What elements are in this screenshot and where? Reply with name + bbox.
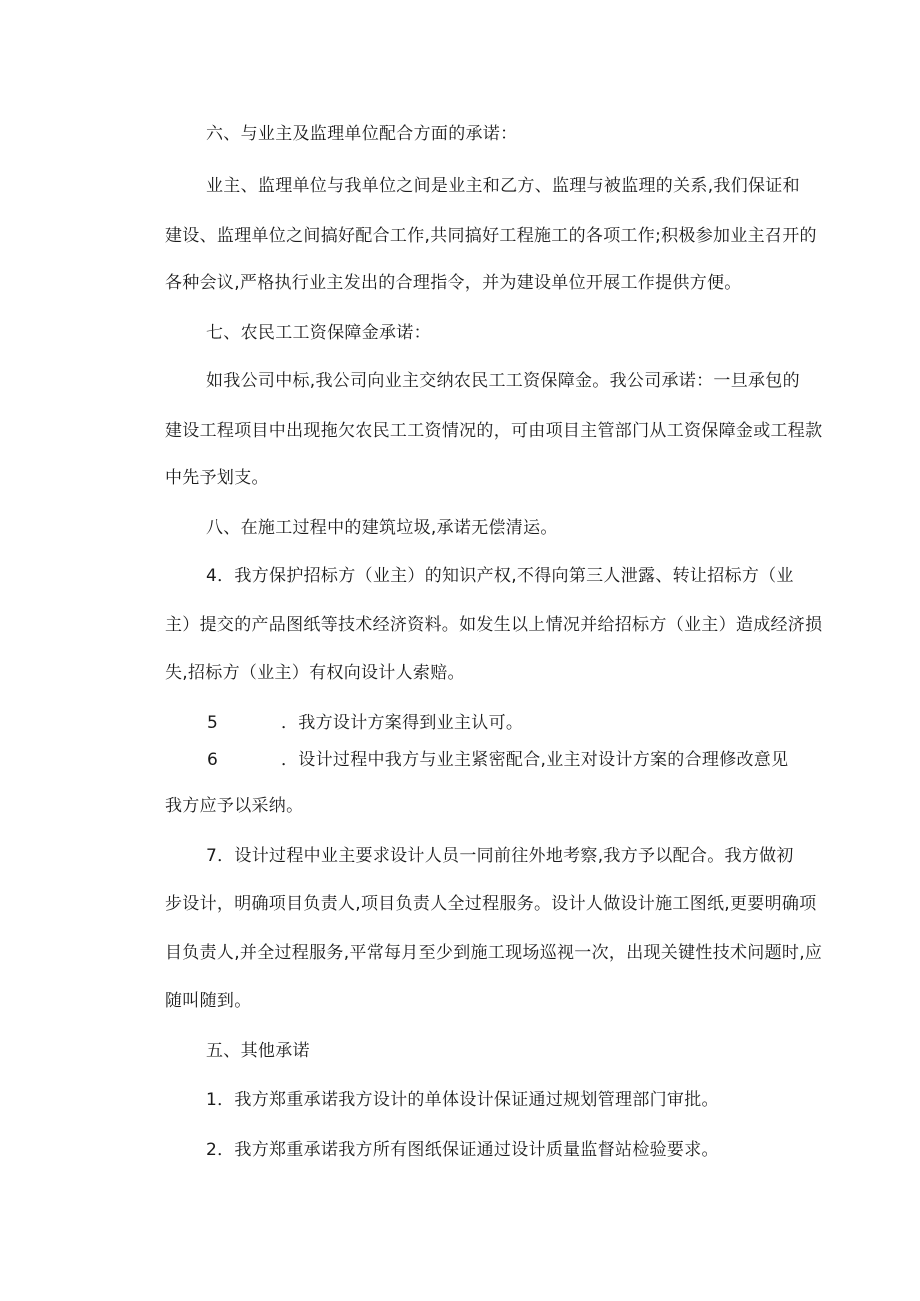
- item-5-text: ．我方设计方案得到业主认可。: [281, 713, 524, 733]
- item-5-number: 5: [207, 713, 218, 733]
- section-8-heading: 八、在施工过程中的建筑垃圾,承诺无偿清运。: [206, 518, 558, 538]
- item-4-line-3: 失,招标方（业主）有权向设计人索赔。: [165, 663, 465, 683]
- section-5-item-1: 1．我方郑重承诺我方设计的单体设计保证通过规划管理部门审批。: [206, 1090, 719, 1110]
- item-7-line-2: 步设计，明确项目负责人,项目负责人全过程服务。设计人做设计施工图纸,更要明确项: [165, 894, 817, 914]
- item-4-line-2: 主）提交的产品图纸等技术经济资料。如发生以上情况并给招标方（业主）造成经济损: [165, 615, 823, 635]
- item-6-continuation: 我方应予以采纳。: [165, 796, 304, 816]
- section-7-line-2: 建设工程项目中出现拖欠农民工工资情况的，可由项目主管部门从工资保障金或工程款: [165, 421, 823, 441]
- item-7-line-4: 随叫随到。: [165, 991, 252, 1011]
- item-7-line-1: 7．设计过程中业主要求设计人员一同前往外地考察,我方予以配合。我方做初: [206, 846, 794, 866]
- section-6-line-1: 业主、监理单位与我单位之间是业主和乙方、监理与被监理的关系,我们保证和: [206, 176, 800, 196]
- section-7-heading: 七、农民工工资保障金承诺：: [206, 323, 431, 343]
- section-5-heading: 五、其他承诺: [206, 1041, 310, 1061]
- item-4-line-1: 4．我方保护招标方（业主）的知识产权,不得向第三人泄露、转让招标方（业: [206, 566, 794, 586]
- item-6-number: 6: [207, 750, 218, 770]
- section-7-line-1: 如我公司中标,我公司向业主交纳农民工工资保障金。我公司承诺：一旦承包的: [206, 371, 800, 391]
- item-6-text: ．设计过程中我方与业主紧密配合,业主对设计方案的合理修改意见: [281, 750, 789, 770]
- section-6-line-3: 各种会议,严格执行业主发出的合理指令，并为建设单位开展工作提供方便。: [165, 273, 742, 293]
- item-7-line-3: 目负责人,并全过程服务,平常每月至少到施工现场巡视一次，出现关键性技术问题时,应: [165, 943, 823, 963]
- section-6-line-2: 建设、监理单位之间搞好配合工作,共同搞好工程施工的各项工作;积极参加业主召开的: [165, 226, 817, 246]
- section-7-line-3: 中先予划支。: [165, 468, 269, 488]
- section-6-heading: 六、与业主及监理单位配合方面的承诺：: [206, 124, 518, 144]
- section-5-item-2: 2．我方郑重承诺我方所有图纸保证通过设计质量监督站检验要求。: [206, 1140, 719, 1160]
